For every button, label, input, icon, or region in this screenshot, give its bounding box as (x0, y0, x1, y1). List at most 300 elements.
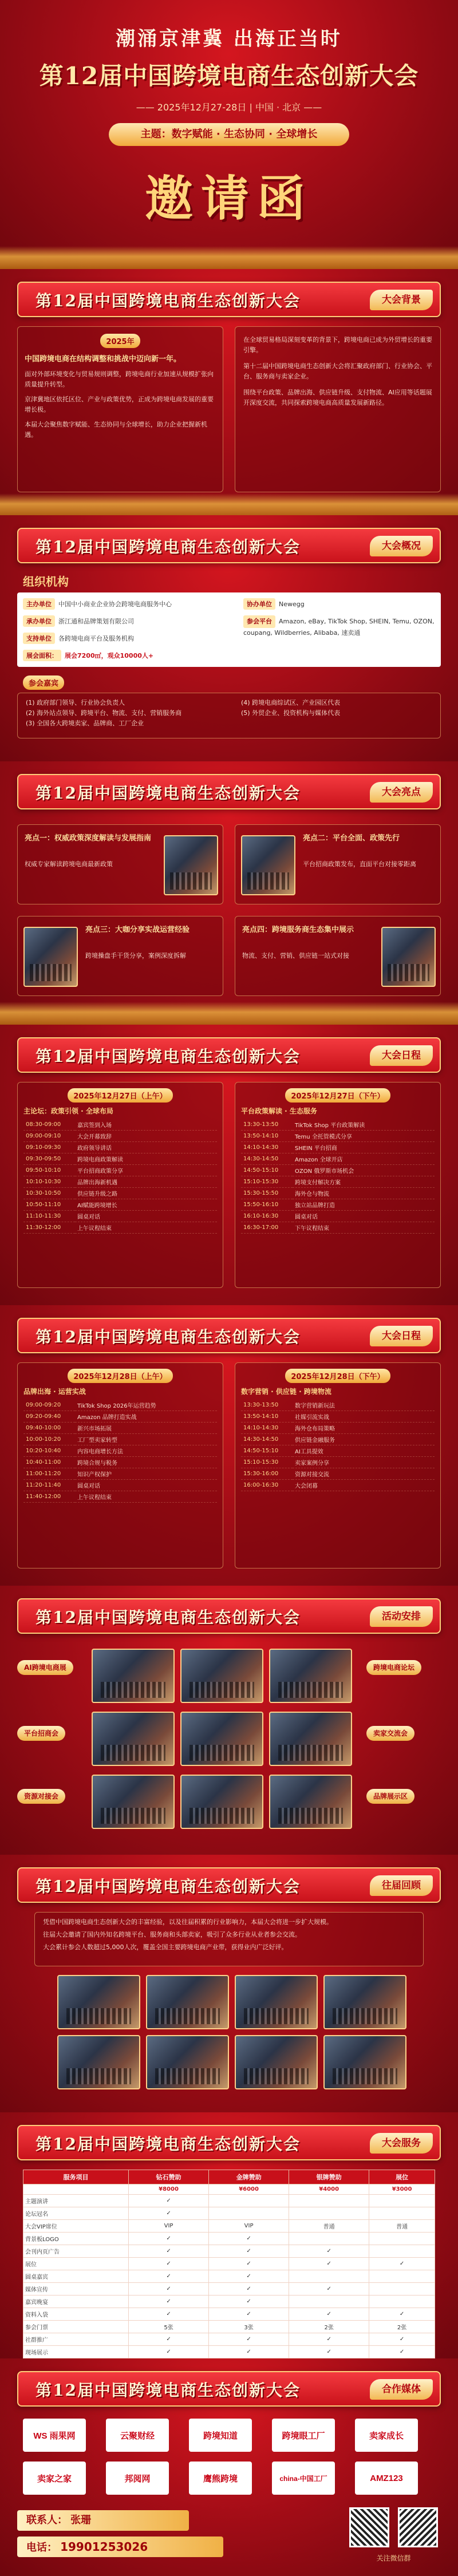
pricing-cell: 论坛冠名 (23, 2207, 129, 2220)
review-section (0, 1855, 458, 2112)
schedule1-header (17, 1037, 441, 1073)
org-co-label: 协办单位 (243, 598, 275, 610)
schedule-time: 09:10-09:30 (23, 1142, 75, 1153)
schedule-text: 嘉宾签到入场 (75, 1119, 217, 1131)
org-scale-value: 展会7200㎡，观众10000人+ (65, 652, 154, 659)
pricing-cell: 主题演讲 (23, 2195, 129, 2207)
highlight-1-photo (164, 835, 218, 895)
schedule-time: 14:30-14:50 (241, 1153, 293, 1165)
pricing-cell: ✓ (209, 2308, 289, 2321)
schedule-time: 09:00-09:10 (23, 1131, 75, 1142)
pricing-cell (289, 2233, 369, 2245)
day1-am-table (23, 1119, 217, 1234)
schedule-time: 10:40-11:00 (23, 1457, 75, 1468)
schedule-time: 15:50-16:10 (241, 1199, 293, 1211)
activities-header (17, 1598, 441, 1634)
qr-code-1 (349, 2507, 389, 2547)
schedule-time: 10:00-10:20 (23, 1434, 75, 1445)
pricing-cell: 大会VIP席位 (23, 2220, 129, 2233)
pricing-cell: ✓ (209, 2270, 289, 2283)
schedule-time: 16:00-16:30 (241, 1480, 293, 1491)
schedule-text: 跨境支付解决方案 (293, 1176, 435, 1188)
review-text-panel (34, 1912, 424, 1966)
schedule-time: 09:30-09:50 (23, 1153, 75, 1165)
guest-3: (3) 全国各大跨境卖家、品牌商、工厂企业 (26, 720, 144, 727)
schedule-text: 圆桌对话 (75, 1480, 217, 1491)
schedule-time: 10:30-10:50 (23, 1188, 75, 1199)
pricing-header-cell: 金牌赞助 (209, 2170, 289, 2184)
schedule-text: AI工具提效 (293, 1445, 435, 1457)
hero-gold-band (0, 246, 458, 269)
schedule-row (241, 1434, 435, 1445)
highlight-card-4 (235, 916, 441, 996)
pricing-price-cell: ¥4000 (289, 2184, 369, 2195)
org-support-label: 支持单位 (23, 633, 55, 644)
schedule2-tag: 大会日程 (370, 1326, 433, 1346)
intro-left-p2: 京津冀地区依托区位、产业与政策优势，正成为跨境电商发展的重要增长极。 (25, 396, 214, 413)
pricing-row (23, 2258, 435, 2270)
schedule-row (23, 1457, 217, 1468)
schedule-row (241, 1211, 435, 1222)
schedule-text: 大会闭幕 (293, 1480, 435, 1491)
guests-panel (17, 693, 441, 738)
activities-section (0, 1586, 458, 1855)
pricing-cell: 普通 (369, 2220, 435, 2233)
day2-am-badge: 2025年12月28日（上午） (68, 1369, 172, 1383)
highlight-4-photo (381, 927, 436, 987)
highlight-3-desc: 跨境操盘手干货分享，案例深度拆解 (85, 952, 186, 959)
review-photo-4 (323, 1975, 406, 2029)
pricing-cell: ✓ (369, 2308, 435, 2321)
pricing-row (23, 2207, 435, 2220)
pricing-cell (209, 2195, 289, 2207)
pricing-cell: ✓ (289, 2333, 369, 2346)
guest-2: (2) 海外站点领导、跨境平台、物流、支付、营销服务商 (26, 709, 182, 717)
pricing-cell: ✓ (209, 2346, 289, 2358)
schedule-row (23, 1153, 217, 1165)
day2-pm-panel (235, 1362, 441, 1568)
schedule-time: 14:10-14:30 (241, 1142, 293, 1153)
schedule-text: Amazon 全球开店 (293, 1153, 435, 1165)
pricing-cell: ✓ (129, 2270, 209, 2283)
activities-title: 第12届中国跨境电商生态创新大会 (35, 1608, 301, 1627)
schedule-text: 新兴市场拓展 (75, 1423, 217, 1434)
partner-logo-2: 云聚财经 (106, 2419, 169, 2452)
pricing-row (23, 2270, 435, 2283)
pricing-cell: ✓ (209, 2333, 289, 2346)
org-host-value: 中国中小商业企业协会跨境电商服务中心 (58, 600, 172, 608)
pricing-cell: ✓ (129, 2346, 209, 2358)
schedule-time: 13:50-14:10 (241, 1131, 293, 1142)
review-bullet-1: 凭借中国跨境电商生态创新大会的丰富经验，以及往届积累的行业影响力，本届大会将进一步扩大规模。 (43, 1918, 333, 1926)
pricing-cell: ✓ (129, 2207, 209, 2220)
schedule-time: 11:00-11:20 (23, 1468, 75, 1480)
schedule-text: 圆桌对话 (293, 1211, 435, 1222)
pricing-cell: 现场展示 (23, 2346, 129, 2358)
org-platform-value: Amazon, eBay, TikTok Shop, SHEIN, Temu, OZON, coupang, Wildberries, Alibaba, 速卖通 (243, 618, 435, 637)
pricing-cell: 参会门票 (23, 2321, 129, 2333)
pricing-cell: 社群推广 (23, 2333, 129, 2346)
pricing-row (23, 2308, 435, 2321)
pricing-cell: ✓ (129, 2233, 209, 2245)
review-tag: 往届回顾 (370, 1875, 433, 1896)
day2-pm-topic: 数字营销 · 供应链 · 跨境物流 (241, 1388, 331, 1396)
schedule-time: 16:10-16:30 (241, 1211, 293, 1222)
intro-header (17, 282, 441, 317)
highlight-4-desc: 物流、支付、营销、供应链一站式对接 (242, 952, 349, 959)
schedule-row (23, 1222, 217, 1234)
partner-logo-7: 邦阅网 (106, 2462, 169, 2495)
pricing-row (23, 2346, 435, 2358)
schedule-text: TikTok Shop 2026年运营趋势 (75, 1400, 217, 1411)
pricing-cell: ✓ (209, 2283, 289, 2296)
activity-photo-2 (180, 1649, 263, 1703)
review-photo-2 (146, 1975, 229, 2029)
pricing-table-wrap (23, 2170, 435, 2371)
pricing-price-cell (23, 2184, 129, 2195)
review-photo-3 (235, 1975, 318, 2029)
intro-right-p1: 在全球贸易格局深刻变革的背景下，跨境电商已成为外贸增长的重要引擎。 (243, 336, 432, 354)
schedule-text: 上午议程结束 (75, 1222, 217, 1234)
day1-pm-badge: 2025年12月27日（下午） (285, 1088, 390, 1103)
schedule-time: 16:30-17:00 (241, 1222, 293, 1234)
schedule-time: 14:50-15:10 (241, 1445, 293, 1457)
review-photo-6 (146, 2035, 229, 2089)
schedule-text: Temu 全托管模式分享 (293, 1131, 435, 1142)
hero-theme-pill (109, 123, 349, 146)
schedule-text: 海外仓与物流 (293, 1188, 435, 1199)
org-header (17, 528, 441, 563)
schedule-row (241, 1131, 435, 1142)
pricing-cell: 资料入袋 (23, 2308, 129, 2321)
pricing-cell (209, 2207, 289, 2220)
org-support-value: 各跨境电商平台及服务机构 (58, 635, 134, 642)
intro-year-badge: 2025年 (100, 334, 140, 348)
pricing-cell: ✓ (129, 2296, 209, 2308)
pricing-cell: ✓ (289, 2245, 369, 2258)
schedule-row (23, 1119, 217, 1131)
intro-lead: 中国跨境电商在结构调整和挑战中迈向新一年。 (25, 355, 181, 364)
schedule2-header (17, 1318, 441, 1353)
pricing-cell: ✓ (369, 2258, 435, 2270)
schedule-time: 15:10-15:30 (241, 1176, 293, 1188)
schedule-text: TikTok Shop 平台政策解读 (293, 1119, 435, 1131)
activity-label-4: 卖家交流会 (366, 1726, 414, 1741)
schedule-time: 11:10-11:30 (23, 1211, 75, 1222)
org-scale-label: 展会面积： (23, 650, 61, 661)
day2-am-panel (17, 1362, 223, 1568)
partner-logo-4: 跨境眼工厂 (272, 2419, 335, 2452)
activity-photo-4 (92, 1712, 175, 1766)
schedule-text: SHEIN 平台招商 (293, 1142, 435, 1153)
partners-tag: 合作媒体 (370, 2379, 433, 2400)
org-info-box (17, 592, 441, 667)
schedule2-section (0, 1305, 458, 1586)
highlights-header (17, 774, 441, 809)
schedule-row (241, 1142, 435, 1153)
day1-am-topic: 主论坛：政策引领 · 全球布局 (23, 1107, 113, 1115)
hero-slogan: 潮涌京津冀 出海正当时 (116, 27, 342, 50)
pricing-cell: ✓ (129, 2308, 209, 2321)
activities-tag: 活动安排 (370, 1606, 433, 1627)
schedule-text: 供应链金融服务 (293, 1434, 435, 1445)
schedule-row (23, 1400, 217, 1411)
schedule-row (241, 1153, 435, 1165)
hero-section (0, 0, 458, 269)
pricing-row (23, 2321, 435, 2333)
contact-block (17, 2510, 338, 2562)
schedule-time: 09:20-09:40 (23, 1411, 75, 1423)
highlights-section (0, 761, 458, 1025)
org-title: 第12届中国跨境电商生态创新大会 (35, 538, 301, 556)
intro-section (0, 269, 458, 515)
org-section (0, 515, 458, 761)
schedule-time: 15:30-15:50 (241, 1188, 293, 1199)
pricing-cell: 2张 (289, 2321, 369, 2333)
schedule-row (241, 1457, 435, 1468)
intro-left-p1: 面对外部环境变化与贸易规则调整，跨境电商行业加速从规模扩张向质量提升转型。 (25, 370, 214, 388)
hero-title: 第12届中国跨境电商生态创新大会 (39, 62, 419, 90)
schedule-text: 卖家案例分享 (293, 1457, 435, 1468)
schedule1-title: 第12届中国跨境电商生态创新大会 (35, 1047, 301, 1066)
pricing-row (23, 2296, 435, 2308)
pricing-cell: ✓ (129, 2195, 209, 2207)
intro-title: 第12届中国跨境电商生态创新大会 (35, 291, 301, 310)
pricing-row (23, 2220, 435, 2233)
contact-name: 张珊 (70, 2514, 92, 2526)
pricing-tag: 大会服务 (370, 2133, 433, 2154)
schedule-time: 10:20-10:40 (23, 1445, 75, 1457)
schedule-row (241, 1468, 435, 1480)
schedule-row (241, 1165, 435, 1176)
schedule-time: 14:30-14:50 (241, 1434, 293, 1445)
schedule-time: 13:50-14:10 (241, 1411, 293, 1423)
partner-logo-8: 鹰熊跨境 (189, 2462, 252, 2495)
schedule-text: 大会开幕致辞 (75, 1131, 217, 1142)
review-photo-8 (323, 2035, 406, 2089)
schedule-time: 08:30-09:00 (23, 1119, 75, 1131)
pricing-cell: 普通 (289, 2220, 369, 2233)
pricing-cell: ✓ (209, 2296, 289, 2308)
pricing-cell: ✓ (129, 2283, 209, 2296)
partner-logo-3: 跨境知道 (189, 2419, 252, 2452)
pricing-cell (369, 2207, 435, 2220)
org-heading: 组织机构 (23, 575, 69, 588)
schedule-text: 跨境合规与税务 (75, 1457, 217, 1468)
highlight-2-desc: 平台招商政策发布，直面平台对接零距离 (303, 860, 416, 868)
highlight-4-title: 亮点四：跨境服务商生态集中展示 (242, 926, 354, 934)
highlights-gold-band (0, 1002, 458, 1025)
schedule-text: 跨境电商政策解读 (75, 1153, 217, 1165)
intro-right-panel (235, 326, 441, 492)
schedule-row (23, 1445, 217, 1457)
schedule-text: 品牌出海新机遇 (75, 1176, 217, 1188)
pricing-cell (289, 2270, 369, 2283)
pricing-cell: ✓ (289, 2283, 369, 2296)
guests-badge: 参会嘉宾 (23, 675, 64, 690)
pricing-row (23, 2233, 435, 2245)
schedule-time: 13:30-13:50 (241, 1119, 293, 1131)
guest-4: (4) 跨境电商综试区、产业园区代表 (241, 699, 341, 706)
highlight-card-1 (17, 824, 223, 904)
review-photo-5 (57, 2035, 140, 2089)
highlight-2-photo (241, 835, 295, 895)
activity-label-3: 平台招商会 (17, 1726, 65, 1741)
day1-pm-panel (235, 1082, 441, 1288)
schedule-row (23, 1434, 217, 1445)
phone-label: 电话： (26, 2542, 57, 2554)
pricing-cell (289, 2296, 369, 2308)
schedule-text: OZON 俄罗斯市场机会 (293, 1165, 435, 1176)
activity-photo-5 (180, 1712, 263, 1766)
pricing-cell: ✓ (289, 2308, 369, 2321)
highlight-card-3 (17, 916, 223, 996)
partner-logo-6: 卖家之家 (23, 2462, 86, 2495)
schedule-text: 供应链升级之路 (75, 1188, 217, 1199)
pricing-cell (369, 2245, 435, 2258)
pricing-cell: 背景板LOGO (23, 2233, 129, 2245)
pricing-cell: 3张 (209, 2321, 289, 2333)
pricing-cell: 会刊内页广告 (23, 2245, 129, 2258)
pricing-header (17, 2125, 441, 2160)
schedule-text: Amazon 品牌打造实战 (75, 1411, 217, 1423)
schedule-time: 14:50-15:10 (241, 1165, 293, 1176)
schedule-text: 知识产权保护 (75, 1468, 217, 1480)
schedule-row (23, 1142, 217, 1153)
activity-photo-7 (92, 1775, 175, 1829)
schedule-text: 内容电商增长方法 (75, 1445, 217, 1457)
intro-left-panel (17, 326, 223, 492)
schedule-row (241, 1188, 435, 1199)
pricing-cell (369, 2270, 435, 2283)
review-header (17, 1867, 441, 1903)
pricing-header-cell: 钻石赞助 (129, 2170, 209, 2184)
schedule-row (23, 1468, 217, 1480)
partner-logo-1: WS 雨果网 (23, 2419, 86, 2452)
partner-logo-10: AMZ123 (355, 2462, 418, 2495)
day2-am-table (23, 1400, 217, 1503)
pricing-cell (289, 2207, 369, 2220)
schedule-row (23, 1480, 217, 1491)
activity-photo-6 (269, 1712, 352, 1766)
schedule-row (23, 1211, 217, 1222)
pricing-price-cell: ¥8000 (129, 2184, 209, 2195)
pricing-cell: ✓ (289, 2258, 369, 2270)
schedule-row (23, 1165, 217, 1176)
highlight-1-title: 亮点一：权威政策深度解读与发展指南 (25, 834, 152, 843)
day1-am-badge: 2025年12月27日（上午） (68, 1088, 172, 1103)
schedule-row (23, 1411, 217, 1423)
highlights-tag: 大会亮点 (370, 782, 433, 803)
schedule-row (241, 1400, 435, 1411)
day2-pm-badge: 2025年12月28日（下午） (285, 1369, 390, 1383)
schedule-text: 数字营销新玩法 (293, 1400, 435, 1411)
pricing-price-cell: ¥3000 (369, 2184, 435, 2195)
partners-title: 第12届中国跨境电商生态创新大会 (35, 2381, 301, 2400)
schedule-time: 11:20-11:40 (23, 1480, 75, 1491)
schedule-time: 09:50-10:10 (23, 1165, 75, 1176)
pricing-cell: ✓ (209, 2258, 289, 2270)
schedule-text: 独立站品牌打造 (293, 1199, 435, 1211)
schedule-time: 10:50-11:10 (23, 1199, 75, 1211)
schedule-row (241, 1119, 435, 1131)
day1-am-panel (17, 1082, 223, 1288)
schedule-row (241, 1423, 435, 1434)
activity-photo-8 (180, 1775, 263, 1829)
pricing-cell (289, 2195, 369, 2207)
activity-photo-9 (269, 1775, 352, 1829)
schedule-row (23, 1188, 217, 1199)
pricing-cell: 展位 (23, 2258, 129, 2270)
highlights-title: 第12届中国跨境电商生态创新大会 (35, 784, 301, 803)
pricing-cell: ✓ (369, 2346, 435, 2358)
highlight-3-photo (23, 927, 78, 987)
schedule-time: 14:10-14:30 (241, 1423, 293, 1434)
pricing-cell (369, 2195, 435, 2207)
pricing-cell: 嘉宾晚宴 (23, 2296, 129, 2308)
schedule-time: 13:30-13:50 (241, 1400, 293, 1411)
pricing-cell (369, 2283, 435, 2296)
schedule-time: 11:30-12:00 (23, 1222, 75, 1234)
pricing-price-cell: ¥6000 (209, 2184, 289, 2195)
review-photo-7 (235, 2035, 318, 2089)
pricing-cell: ✓ (209, 2245, 289, 2258)
pricing-cell: ✓ (129, 2245, 209, 2258)
activity-label-6: 品牌展示区 (366, 1789, 414, 1804)
schedule-row (241, 1445, 435, 1457)
highlight-2-title: 亮点二：平台全面、政策先行 (303, 834, 400, 843)
schedule-text: 社媒引流实战 (293, 1411, 435, 1423)
guest-5: (5) 外贸企业、投资机构与媒体代表 (241, 709, 341, 717)
pricing-header-cell: 银牌赞助 (289, 2170, 369, 2184)
activity-photo-3 (269, 1649, 352, 1703)
pricing-cell: 媒体宣传 (23, 2283, 129, 2296)
schedule-row (241, 1411, 435, 1423)
schedule-text: AI赋能跨境增长 (75, 1199, 217, 1211)
schedule-text: 政府领导讲话 (75, 1142, 217, 1153)
pricing-cell (369, 2233, 435, 2245)
phone-number[interactable]: 19901253026 (60, 2540, 148, 2554)
schedule-time: 15:10-15:30 (241, 1457, 293, 1468)
intro-left-p3: 本届大会聚焦数字赋能、生态协同与全球增长，助力企业把握新机遇。 (25, 421, 207, 438)
org-platform-label: 参会平台 (243, 615, 275, 628)
hero-theme: 主题：数字赋能 · 生态协同 · 全球增长 (140, 128, 318, 140)
schedule-row (23, 1491, 217, 1503)
pricing-cell: VIP (129, 2220, 209, 2233)
pricing-cell: ✓ (129, 2258, 209, 2270)
pricing-header-cell: 展位 (369, 2170, 435, 2184)
org-organizer-label: 承办单位 (23, 615, 55, 627)
schedule1-section (0, 1025, 458, 1305)
org-co-value: Newegg (279, 600, 305, 608)
schedule-row (23, 1423, 217, 1434)
schedule-row (241, 1480, 435, 1491)
pricing-row (23, 2195, 435, 2207)
schedule-text: 工厂型卖家转型 (75, 1434, 217, 1445)
day1-pm-topic: 平台政策解读 · 生态服务 (241, 1107, 317, 1115)
activity-photo-1 (92, 1649, 175, 1703)
hero-date: —— 2025年12月27-28日 | 中国 · 北京 —— (136, 102, 322, 113)
contact-label: 联系人： (26, 2514, 68, 2526)
highlight-3-title: 亮点三：大咖分享实战运营经验 (85, 926, 190, 934)
pricing-cell: ✓ (209, 2233, 289, 2245)
schedule-time: 11:40-12:00 (23, 1491, 75, 1503)
schedule-text: 圆桌对话 (75, 1211, 217, 1222)
pricing-cell: ✓ (129, 2333, 209, 2346)
pricing-row (23, 2283, 435, 2296)
pricing-title: 第12届中国跨境电商生态创新大会 (35, 2135, 301, 2154)
partner-logo-5: 卖家成长 (355, 2419, 418, 2452)
